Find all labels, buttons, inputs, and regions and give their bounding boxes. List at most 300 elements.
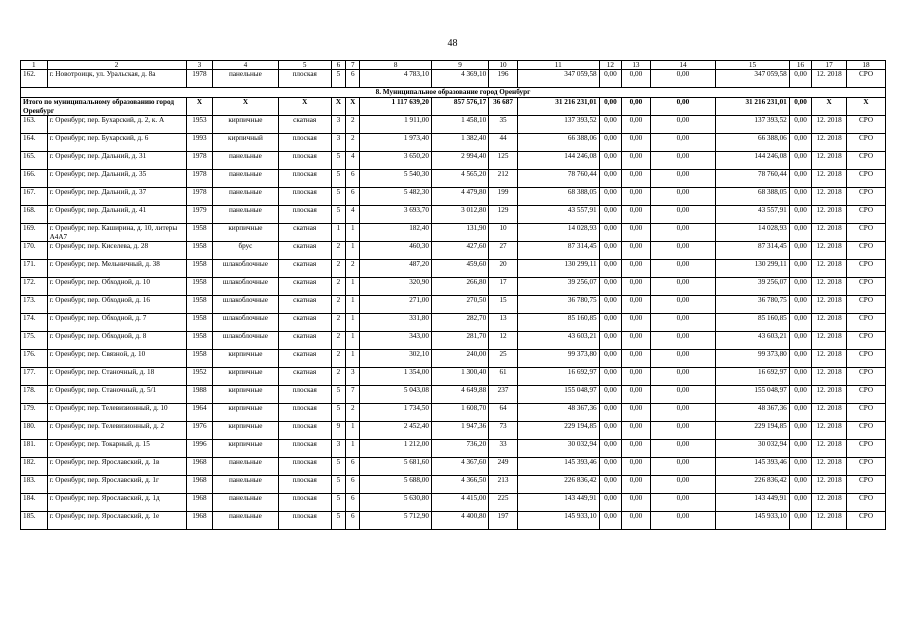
cell-period: 12. 2018 — [812, 188, 847, 206]
cell-c14: 0,00 — [650, 368, 715, 386]
cell-c15: 43 557,91 — [716, 206, 790, 224]
cell-address: г. Оренбург, пер. Связной, д. 10 — [47, 350, 186, 368]
cell-roof: плоская — [278, 404, 331, 422]
cell-residents: 27 — [489, 242, 518, 260]
cell-cost-total: 68 388,05 — [517, 188, 599, 206]
cell-floors: 5 — [331, 70, 345, 88]
cell-c16: 0,00 — [789, 170, 811, 188]
cell-entrances: 1 — [346, 440, 360, 458]
cell-entrances: 6 — [346, 170, 360, 188]
cell-walls: кирпичные — [213, 404, 278, 422]
table-row — [21, 260, 886, 278]
cell-area-total: 5 688,00 — [360, 476, 432, 494]
cell-period: 12. 2018 — [812, 206, 847, 224]
cell-num: 177. — [21, 368, 48, 386]
cell-c12: 0,00 — [599, 476, 621, 494]
cell-area-living: 281,70 — [431, 332, 488, 350]
cell-area-total: 4 783,10 — [360, 70, 432, 88]
cell-c16: 0,00 — [789, 404, 811, 422]
cell-entrances: 2 — [346, 134, 360, 152]
cell-method: СРО — [847, 278, 886, 296]
cell-walls: панельные — [213, 152, 278, 170]
cell-residents: 13 — [489, 314, 518, 332]
cell-roof: плоская — [278, 422, 331, 440]
cell-c15: 229 194,85 — [716, 422, 790, 440]
cell-entrances: 4 — [346, 206, 360, 224]
cell-num: 170. — [21, 242, 48, 260]
cell-area-total: 5 630,80 — [360, 494, 432, 512]
cell-residents: 61 — [489, 368, 518, 386]
cell-cost-total: 143 449,91 — [517, 494, 599, 512]
cell-area-total: 1 734,50 — [360, 404, 432, 422]
cell-area-total: 302,10 — [360, 350, 432, 368]
table-body — [21, 61, 886, 530]
cell-c14: 0,00 — [650, 260, 715, 278]
cell-residents: 196 — [489, 70, 518, 88]
cell-num: 171. — [21, 260, 48, 278]
cell-walls: панельные — [213, 70, 278, 88]
cell-entrances: 1 — [346, 422, 360, 440]
cell-c12: 0,00 — [599, 458, 621, 476]
cell-floors: 5 — [331, 152, 345, 170]
cell-floors: 5 — [331, 386, 345, 404]
cell-roof: скатная — [278, 314, 331, 332]
cell-c12: 0,00 — [599, 278, 621, 296]
cell-c16: 0,00 — [789, 260, 811, 278]
cell-c16: 0,00 — [789, 134, 811, 152]
cell-address: г. Оренбург, пер. Дальний, д. 35 — [47, 170, 186, 188]
cell-walls: брус — [213, 242, 278, 260]
cell-entrances: 2 — [346, 260, 360, 278]
cell-area-total: 320,90 — [360, 278, 432, 296]
cell-c12: 0,00 — [599, 494, 621, 512]
cell-residents: 199 — [489, 188, 518, 206]
column-number: 2 — [47, 61, 186, 70]
cell-c14: 0,00 — [650, 404, 715, 422]
cell-c15: 226 836,42 — [716, 476, 790, 494]
cell-c14: 0,00 — [650, 476, 715, 494]
cell-cost-total: 229 194,85 — [517, 422, 599, 440]
cell-year: 1958 — [186, 350, 213, 368]
cell-c14: 0,00 — [650, 278, 715, 296]
cell-c13: 0,00 — [622, 332, 651, 350]
cell-period: 12. 2018 — [812, 296, 847, 314]
column-number: 12 — [599, 61, 621, 70]
cell-walls: кирпичные — [213, 422, 278, 440]
cell-cost-total: 66 388,06 — [517, 134, 599, 152]
cell-year: 1953 — [186, 116, 213, 134]
total-walls: Х — [213, 98, 278, 116]
cell-address: г. Оренбург, пер. Токарный, д. 15 — [47, 440, 186, 458]
column-number: 17 — [812, 61, 847, 70]
cell-floors: 2 — [331, 242, 345, 260]
cell-period: 12. 2018 — [812, 224, 847, 242]
cell-address: г. Оренбург, пер. Ярославский, д. 1г — [47, 476, 186, 494]
cell-method: СРО — [847, 332, 886, 350]
cell-period: 12. 2018 — [812, 440, 847, 458]
cell-c12: 0,00 — [599, 206, 621, 224]
cell-c13: 0,00 — [622, 494, 651, 512]
cell-c15: 347 059,58 — [716, 70, 790, 88]
cell-area-total: 5 540,30 — [360, 170, 432, 188]
cell-c13: 0,00 — [622, 404, 651, 422]
cell-method: СРО — [847, 206, 886, 224]
cell-cost-total: 78 760,44 — [517, 170, 599, 188]
cell-roof: плоская — [278, 494, 331, 512]
cell-floors: 3 — [331, 116, 345, 134]
column-number: 5 — [278, 61, 331, 70]
cell-period: 12. 2018 — [812, 332, 847, 350]
cell-area-living: 4 367,60 — [431, 458, 488, 476]
cell-c14: 0,00 — [650, 70, 715, 88]
cell-c16: 0,00 — [789, 70, 811, 88]
cell-num: 178. — [21, 386, 48, 404]
cell-c16: 0,00 — [789, 368, 811, 386]
section-title: 8. Муниципальное образование город Оренбург — [21, 88, 886, 98]
cell-area-total: 5 043,08 — [360, 386, 432, 404]
cell-area-total: 2 452,40 — [360, 422, 432, 440]
cell-method: СРО — [847, 458, 886, 476]
cell-address: г. Оренбург, пер. Телевизионный, д. 2 — [47, 422, 186, 440]
cell-residents: 213 — [489, 476, 518, 494]
total-method: Х — [847, 98, 886, 116]
cell-area-living: 270,50 — [431, 296, 488, 314]
cell-c12: 0,00 — [599, 296, 621, 314]
cell-period: 12. 2018 — [812, 278, 847, 296]
cell-c12: 0,00 — [599, 260, 621, 278]
cell-cost-total: 347 059,58 — [517, 70, 599, 88]
cell-area-living: 4 400,80 — [431, 512, 488, 530]
cell-walls: панельные — [213, 494, 278, 512]
cell-num: 165. — [21, 152, 48, 170]
page-number: 48 — [447, 38, 458, 49]
cell-num: 185. — [21, 512, 48, 530]
cell-c13: 0,00 — [622, 458, 651, 476]
cell-num: 169. — [21, 224, 48, 242]
cell-period: 12. 2018 — [812, 494, 847, 512]
total-period: Х — [812, 98, 847, 116]
cell-c14: 0,00 — [650, 296, 715, 314]
cell-residents: 237 — [489, 386, 518, 404]
cell-area-total: 3 650,20 — [360, 152, 432, 170]
cell-method: СРО — [847, 70, 886, 88]
cell-walls: панельные — [213, 476, 278, 494]
cell-c15: 137 393,52 — [716, 116, 790, 134]
table-row — [21, 350, 886, 368]
cell-method: СРО — [847, 296, 886, 314]
cell-year: 1958 — [186, 260, 213, 278]
cell-c12: 0,00 — [599, 134, 621, 152]
cell-cost-total: 155 048,97 — [517, 386, 599, 404]
cell-floors: 2 — [331, 296, 345, 314]
cell-address: г. Оренбург, пер. Телевизионный, д. 10 — [47, 404, 186, 422]
cell-area-living: 427,60 — [431, 242, 488, 260]
cell-address: г. Оренбург, пер. Станочный, д. 18 — [47, 368, 186, 386]
cell-c13: 0,00 — [622, 476, 651, 494]
cell-c15: 155 048,97 — [716, 386, 790, 404]
column-number: 1 — [21, 61, 48, 70]
cell-entrances: 1 — [346, 350, 360, 368]
cell-roof: скатная — [278, 116, 331, 134]
cell-roof: плоская — [278, 512, 331, 530]
cell-method: СРО — [847, 404, 886, 422]
cell-c15: 39 256,07 — [716, 278, 790, 296]
cell-walls: кирпичный — [213, 134, 278, 152]
cell-area-living: 1 608,70 — [431, 404, 488, 422]
cell-floors: 5 — [331, 494, 345, 512]
cell-floors: 5 — [331, 458, 345, 476]
cell-cost-total: 36 780,75 — [517, 296, 599, 314]
column-number: 6 — [331, 61, 345, 70]
cell-floors: 3 — [331, 134, 345, 152]
cell-period: 12. 2018 — [812, 404, 847, 422]
cell-c16: 0,00 — [789, 386, 811, 404]
cell-cost-total: 14 028,93 — [517, 224, 599, 242]
cell-c13: 0,00 — [622, 368, 651, 386]
cell-c15: 43 603,21 — [716, 332, 790, 350]
cell-address: г. Оренбург, пер. Обходной, д. 8 — [47, 332, 186, 350]
cell-floors: 5 — [331, 476, 345, 494]
cell-c12: 0,00 — [599, 332, 621, 350]
cell-area-total: 5 681,60 — [360, 458, 432, 476]
cell-address: г. Оренбург, пер. Бухарский, д. 2, к. А — [47, 116, 186, 134]
cell-c16: 0,00 — [789, 476, 811, 494]
cell-c13: 0,00 — [622, 278, 651, 296]
cell-residents: 44 — [489, 134, 518, 152]
table-row — [21, 494, 886, 512]
cell-area-total: 5 712,90 — [360, 512, 432, 530]
cell-roof: плоская — [278, 170, 331, 188]
column-number: 4 — [213, 61, 278, 70]
cell-method: СРО — [847, 476, 886, 494]
cell-roof: плоская — [278, 386, 331, 404]
cell-residents: 12 — [489, 332, 518, 350]
cell-c15: 68 388,05 — [716, 188, 790, 206]
total-area-total: 1 117 639,20 — [360, 98, 432, 116]
cell-c15: 87 314,45 — [716, 242, 790, 260]
table-row — [21, 224, 886, 242]
cell-num: 183. — [21, 476, 48, 494]
table-row — [21, 278, 886, 296]
cell-method: СРО — [847, 188, 886, 206]
cell-num: 163. — [21, 116, 48, 134]
cell-walls: шлакоблочные — [213, 260, 278, 278]
cell-c12: 0,00 — [599, 512, 621, 530]
cell-c13: 0,00 — [622, 350, 651, 368]
cell-area-total: 1 354,00 — [360, 368, 432, 386]
cell-c12: 0,00 — [599, 422, 621, 440]
cell-c13: 0,00 — [622, 422, 651, 440]
cell-c15: 30 032,94 — [716, 440, 790, 458]
cell-method: СРО — [847, 422, 886, 440]
cell-area-total: 1 212,00 — [360, 440, 432, 458]
cell-cost-total: 145 933,10 — [517, 512, 599, 530]
cell-address: г. Оренбург, пер. Обходной, д. 16 — [47, 296, 186, 314]
cell-c13: 0,00 — [622, 188, 651, 206]
cell-floors: 2 — [331, 314, 345, 332]
section-heading-row — [21, 88, 886, 98]
cell-area-living: 736,20 — [431, 440, 488, 458]
cell-area-total: 271,00 — [360, 296, 432, 314]
cell-num: 162. — [21, 70, 48, 88]
cell-area-total: 182,40 — [360, 224, 432, 242]
cell-walls: панельные — [213, 188, 278, 206]
column-number: 15 — [716, 61, 790, 70]
total-year: Х — [186, 98, 213, 116]
cell-c14: 0,00 — [650, 350, 715, 368]
table-row — [21, 422, 886, 440]
cell-c16: 0,00 — [789, 278, 811, 296]
cell-c14: 0,00 — [650, 314, 715, 332]
cell-c13: 0,00 — [622, 116, 651, 134]
column-number: 14 — [650, 61, 715, 70]
table-row — [21, 368, 886, 386]
cell-period: 12. 2018 — [812, 134, 847, 152]
cell-roof: плоская — [278, 134, 331, 152]
cell-cost-total: 85 160,85 — [517, 314, 599, 332]
cell-c16: 0,00 — [789, 296, 811, 314]
cell-address: г. Новотроицк, ул. Уральская, д. 8а — [47, 70, 186, 88]
cell-c13: 0,00 — [622, 242, 651, 260]
cell-num: 179. — [21, 404, 48, 422]
cell-c13: 0,00 — [622, 224, 651, 242]
cell-address: г. Оренбург, пер. Дальний, д. 41 — [47, 206, 186, 224]
cell-method: СРО — [847, 494, 886, 512]
cell-c15: 130 299,11 — [716, 260, 790, 278]
cell-walls: кирпичные — [213, 440, 278, 458]
cell-walls: кирпичные — [213, 224, 278, 242]
cell-cost-total: 99 373,80 — [517, 350, 599, 368]
cell-c13: 0,00 — [622, 70, 651, 88]
cell-floors: 1 — [331, 224, 345, 242]
total-area-living: 857 576,17 — [431, 98, 488, 116]
cell-year: 1958 — [186, 296, 213, 314]
cell-floors: 5 — [331, 206, 345, 224]
cell-entrances: 6 — [346, 476, 360, 494]
cell-roof: скатная — [278, 278, 331, 296]
cell-roof: плоская — [278, 152, 331, 170]
cell-residents: 33 — [489, 440, 518, 458]
cell-method: СРО — [847, 314, 886, 332]
cell-area-living: 131,90 — [431, 224, 488, 242]
column-number: 10 — [489, 61, 518, 70]
cell-c12: 0,00 — [599, 170, 621, 188]
cell-residents: 64 — [489, 404, 518, 422]
cell-period: 12. 2018 — [812, 152, 847, 170]
total-label: Итого по муниципальному образованию город Оренбург — [21, 98, 187, 116]
cell-c16: 0,00 — [789, 206, 811, 224]
cell-entrances: 6 — [346, 458, 360, 476]
cell-period: 12. 2018 — [812, 242, 847, 260]
table-row — [21, 188, 886, 206]
cell-c16: 0,00 — [789, 242, 811, 260]
cell-residents: 212 — [489, 170, 518, 188]
cell-year: 1976 — [186, 422, 213, 440]
cell-year: 1968 — [186, 476, 213, 494]
cell-method: СРО — [847, 512, 886, 530]
table-row — [21, 242, 886, 260]
column-number: 13 — [622, 61, 651, 70]
cell-c15: 145 933,10 — [716, 512, 790, 530]
cell-address: г. Оренбург, пер. Обходной, д. 10 — [47, 278, 186, 296]
table-row — [21, 512, 886, 530]
cell-roof: плоская — [278, 458, 331, 476]
cell-num: 173. — [21, 296, 48, 314]
cell-residents: 15 — [489, 296, 518, 314]
cell-method: СРО — [847, 350, 886, 368]
cell-c14: 0,00 — [650, 188, 715, 206]
cell-c15: 78 760,44 — [716, 170, 790, 188]
cell-residents: 20 — [489, 260, 518, 278]
cell-c13: 0,00 — [622, 134, 651, 152]
total-c14: 0,00 — [650, 98, 715, 116]
cell-cost-total: 226 836,42 — [517, 476, 599, 494]
cell-address: г. Оренбург, пер. Дальний, д. 37 — [47, 188, 186, 206]
cell-area-living: 4 369,10 — [431, 70, 488, 88]
cell-c13: 0,00 — [622, 152, 651, 170]
total-c16: 0,00 — [789, 98, 811, 116]
cell-cost-total: 43 557,91 — [517, 206, 599, 224]
cell-period: 12. 2018 — [812, 116, 847, 134]
cell-area-living: 4 366,50 — [431, 476, 488, 494]
cell-floors: 9 — [331, 422, 345, 440]
cell-entrances: 3 — [346, 368, 360, 386]
cell-area-total: 5 482,30 — [360, 188, 432, 206]
cell-cost-total: 43 603,21 — [517, 332, 599, 350]
cell-c12: 0,00 — [599, 70, 621, 88]
cell-period: 12. 2018 — [812, 170, 847, 188]
cell-c12: 0,00 — [599, 404, 621, 422]
cell-year: 1993 — [186, 134, 213, 152]
cell-floors: 5 — [331, 188, 345, 206]
cell-year: 1958 — [186, 242, 213, 260]
cell-area-living: 4 479,80 — [431, 188, 488, 206]
cell-c14: 0,00 — [650, 242, 715, 260]
cell-roof: плоская — [278, 70, 331, 88]
cell-period: 12. 2018 — [812, 512, 847, 530]
total-floors: Х — [331, 98, 345, 116]
cell-c15: 85 160,85 — [716, 314, 790, 332]
cell-cost-total: 87 314,45 — [517, 242, 599, 260]
cell-cost-total: 130 299,11 — [517, 260, 599, 278]
cell-num: 166. — [21, 170, 48, 188]
cell-c13: 0,00 — [622, 260, 651, 278]
total-c13: 0,00 — [622, 98, 651, 116]
cell-entrances: 6 — [346, 188, 360, 206]
cell-c16: 0,00 — [789, 458, 811, 476]
cell-c12: 0,00 — [599, 116, 621, 134]
cell-year: 1958 — [186, 314, 213, 332]
cell-c13: 0,00 — [622, 296, 651, 314]
cell-c14: 0,00 — [650, 170, 715, 188]
table-row — [21, 152, 886, 170]
table-row — [21, 404, 886, 422]
cell-entrances: 7 — [346, 386, 360, 404]
cell-walls: панельные — [213, 206, 278, 224]
cell-area-total: 1 973,40 — [360, 134, 432, 152]
cell-address: г. Оренбург, пер. Ярославский, д. 1е — [47, 512, 186, 530]
cell-cost-total: 48 367,36 — [517, 404, 599, 422]
cell-roof: плоская — [278, 206, 331, 224]
cell-c14: 0,00 — [650, 422, 715, 440]
cell-num: 180. — [21, 422, 48, 440]
cell-c13: 0,00 — [622, 512, 651, 530]
cell-floors: 5 — [331, 512, 345, 530]
cell-year: 1958 — [186, 332, 213, 350]
cell-address: г. Оренбург, пер. Бухарский, д. 6 — [47, 134, 186, 152]
table-row — [21, 440, 886, 458]
cell-area-living: 1 300,40 — [431, 368, 488, 386]
